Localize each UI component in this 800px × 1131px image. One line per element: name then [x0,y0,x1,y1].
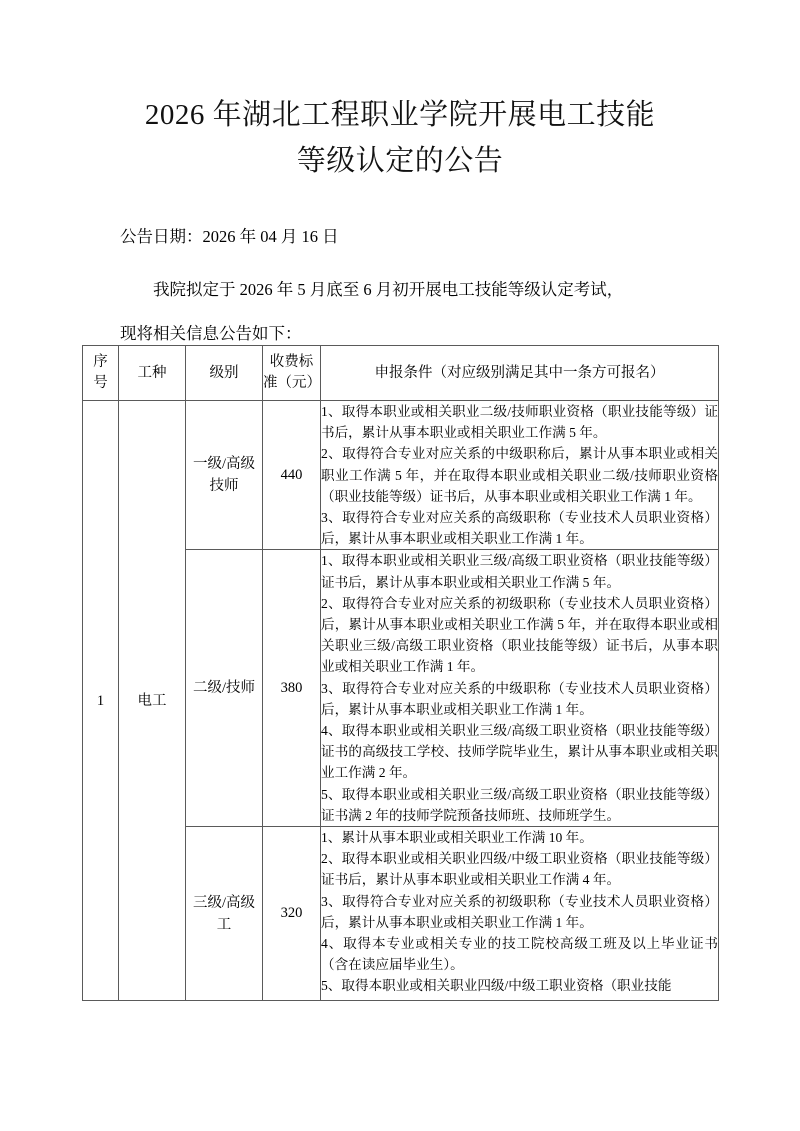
condition-item: 3、取得符合专业对应关系的初级职称（专业技术人员职业资格）后，累计从事本职业或相关职业工作满 1 年。 [321,893,718,930]
page-title-line-2: 等级认定的公告 [296,145,504,177]
condition-item: 5、取得本职业或相关职业四级/中级工职业资格（职业技能 [321,978,672,994]
cell-conditions [321,401,719,550]
condition-item: 2、取得符合专业对应关系的初级职称（专业技术人员职业资格）后，累计从事本职业或相关职业工作满 5 年，并在取得本职业或相关职业三级/高级工职业资格（职业技能等级）证书后，从事本职业或相关职业工作满 1 年。 [321,595,718,675]
condition-item: 3、取得符合专业对应关系的中级职称（专业技术人员职业资格）后，累计从事本职业或相关职业工作满 1 年。 [321,680,718,717]
table-header-row [83,346,719,401]
condition-item: 1、累计从事本职业或相关职业工作满 10 年。 [321,830,593,846]
cell-fee: 320 [263,827,321,1001]
cell-conditions [321,550,719,827]
condition-item: 2、取得符合专业对应关系的中级职称后，累计从事本职业或相关职业工作满 5 年，并在取得本职业或相关职业二级/技师职业资格（职业技能等级）证书后，从事本职业或相关职业工作满 1 年。 [321,446,718,504]
condition-item: 4、取得本职业或相关职业三级/高级工职业资格（职业技能等级）证书的高级技工学校、技师学院毕业生，累计从事本职业或相关职业工作满 2 年。 [321,723,718,781]
page-title-line-1: 2026 年湖北工程职业学院开展电工技能 [144,99,656,131]
publish-date: 公告日期：2026 年 04 月 16 日 [120,227,339,246]
condition-item: 1、取得本职业或相关职业二级/技师职业资格（职业技能等级）证书后，累计从事本职业或相关职业工作满 5 年。 [321,404,718,441]
intro-paragraph-2: 现将相关信息公告如下： [120,324,302,343]
cell-level: 三级/高级工 [186,827,263,1001]
intro-paragraph-1: 我院拟定于 2026 年 5 月底至 6 月初开展电工技能等级认定考试， [153,280,624,299]
condition-item: 1、取得本职业或相关职业三级/高级工职业资格（职业技能等级）证书后，累计从事本职业或相关职业工作满 5 年。 [321,553,718,590]
cell-level: 二级/技师 [186,550,263,827]
cell-conditions [321,827,719,1001]
header-fee: 收费标准（元） [263,346,321,401]
cell-level: 一级/高级技师 [186,401,263,550]
cell-fee: 380 [263,550,321,827]
cell-seq: 1 [83,401,119,1001]
cell-job: 电工 [119,401,186,1001]
header-level: 级别 [186,346,263,401]
intro-text [120,268,700,356]
table-header [83,346,719,401]
condition-item: 4、取得本专业或相关专业的技工院校高级工班及以上毕业证书（含在读应届毕业生）。 [321,936,718,973]
certification-table-wrapper [82,345,718,1001]
page-title [110,92,690,184]
condition-item: 3、取得符合专业对应关系的高级职称（专业技术人员职业资格）后，累计从事本职业或相关职业工作满 1 年。 [321,510,718,547]
table-body [83,401,719,1001]
header-job: 工种 [119,346,186,401]
table-row [83,401,719,550]
condition-item: 5、取得本职业或相关职业三级/高级工职业资格（职业技能等级）证书满 2 年的技师学院预备技师班、技师班学生。 [321,786,718,823]
condition-item: 2、取得本职业或相关职业四级/中级工职业资格（职业技能等级）证书后，累计从事本职业或相关职业工作满 4 年。 [321,851,718,888]
cell-fee: 440 [263,401,321,550]
header-conditions: 申报条件（对应级别满足其中一条方可报名） [321,346,719,401]
header-seq: 序号 [83,346,119,401]
certification-table [82,345,719,1001]
